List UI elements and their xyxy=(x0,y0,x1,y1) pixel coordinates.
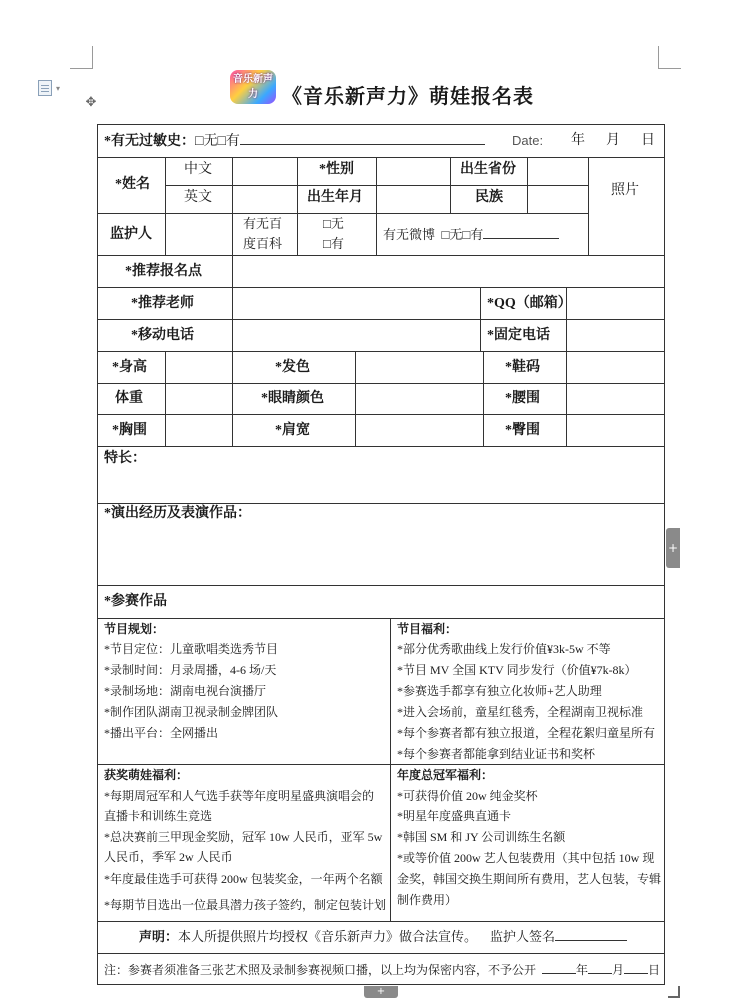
table-resize-handle[interactable] xyxy=(668,986,680,998)
annual-champion-line: *或等价值 200w 艺人包装费用（其中包括 10w 现 xyxy=(397,851,655,865)
works-label: *参赛作品 xyxy=(104,594,167,609)
table-rule xyxy=(165,157,166,255)
table-rule xyxy=(297,157,298,255)
program-plan-item: *录制时间：月录周播，4-6 场/天 xyxy=(104,663,277,677)
form-title: 《音乐新声力》萌娃报名表 xyxy=(282,86,534,108)
table-rule xyxy=(165,351,166,446)
table-rule xyxy=(232,213,233,255)
footer-month-field[interactable] xyxy=(588,962,612,974)
photo-placeholder[interactable]: 照片 xyxy=(611,183,639,198)
guardian-signature-label: 监护人签名 xyxy=(490,929,556,944)
program-plan-item: *播出平台：全网播出 xyxy=(104,726,219,740)
table-rule xyxy=(376,157,377,255)
table-rule xyxy=(97,953,665,954)
table-rule xyxy=(97,446,665,447)
allergy-detail-field[interactable] xyxy=(240,132,485,145)
weibo-question xyxy=(383,226,559,244)
table-rule xyxy=(232,255,233,351)
table-rule xyxy=(97,287,665,288)
annual-champion-line: *明星年度盛典直通卡 xyxy=(397,809,512,823)
annual-champion-line: 制作费用） xyxy=(397,893,458,907)
baike-no-checkbox[interactable]: □无 xyxy=(323,216,344,231)
table-rule xyxy=(390,618,391,921)
table-rule xyxy=(97,351,665,352)
program-benefit-item: *节目 MV 全国 KTV 同步发行（价值¥7k-8k） xyxy=(397,663,637,677)
table-rule xyxy=(97,383,665,384)
weibo-detail-field[interactable] xyxy=(483,226,559,239)
table-rule xyxy=(527,157,528,213)
footer-day-field[interactable] xyxy=(624,962,648,974)
experience-label: *演出经历及表演作品： xyxy=(104,506,251,521)
table-rule xyxy=(97,921,665,922)
mobile-label: *移动电话 xyxy=(131,328,194,343)
eye-color-label: *眼睛颜色 xyxy=(261,391,324,406)
winner-benefit-line: *每期周冠军和人气选手获等年度明星盛典演唱会的 xyxy=(104,789,375,803)
annual-champion-line: 金奖，韩国交换生期间所有费用，艺人包装，专辑 xyxy=(397,872,662,886)
annual-champion-line: *可获得价值 20w 纯金奖杯 xyxy=(397,789,538,803)
weibo-options[interactable]: □无□有 xyxy=(441,227,484,242)
winner-benefit-line: 直播卡和训练生竞选 xyxy=(104,809,213,823)
table-rule xyxy=(480,287,481,351)
shoulder-label: *肩宽 xyxy=(275,423,310,438)
program-plan-title: 节目规划： xyxy=(104,622,165,636)
baike-yes-checkbox[interactable]: □有 xyxy=(323,236,344,251)
document-icon[interactable] xyxy=(38,80,52,96)
table-rule xyxy=(483,351,484,446)
add-row-button[interactable]: + xyxy=(364,986,398,998)
weibo-label: 有无微博 xyxy=(383,227,436,242)
table-rule xyxy=(355,351,356,446)
birth-province-label: 出生省份 xyxy=(460,162,516,177)
footer-year-field[interactable] xyxy=(542,962,576,974)
table-rule xyxy=(566,351,567,446)
signup-point-label: *推荐报名点 xyxy=(125,264,202,279)
baike-question-line2: 度百科 xyxy=(243,236,283,251)
footer-note: 注：参赛者须准备三张艺术照及录制参赛视频口播，以上均为保密内容，不予公开 xyxy=(104,963,537,977)
date-day-label: 日 xyxy=(641,133,655,148)
winner-benefit-line: *总决赛前三甲现金奖励，冠军 10w 人民币，亚军 5w xyxy=(104,830,383,844)
program-plan-item: *录制场地：湖南电视台演播厅 xyxy=(104,684,267,698)
landline-label: *固定电话 xyxy=(487,328,550,343)
waist-label: *腰围 xyxy=(505,391,540,406)
winner-benefit-line: 人民币，季军 2w 人民币 xyxy=(104,850,233,864)
annual-champion-line: *韩国 SM 和 JY 公司训练生名额 xyxy=(397,830,566,844)
allergy-label-text: *有无过敏史： xyxy=(104,134,195,149)
guardian-signature-field[interactable] xyxy=(555,928,627,941)
table-rule xyxy=(97,319,665,320)
program-benefit-item: *每个参赛者都有独立报道，全程花絮归童星所有 xyxy=(397,726,656,740)
table-rule xyxy=(97,414,665,415)
table-move-handle-icon[interactable]: ✥ xyxy=(85,95,97,110)
table-rule xyxy=(97,213,588,214)
table-rule xyxy=(232,157,233,213)
table-rule xyxy=(97,255,665,256)
chest-label: *胸围 xyxy=(112,423,147,438)
english-name-label: 英文 xyxy=(184,190,212,205)
table-rule xyxy=(232,351,233,446)
program-benefits-title: 节目福利： xyxy=(397,622,458,636)
winner-benefit-line: *年度最佳选手可获得 200w 包装奖金，一年两个名额 xyxy=(104,872,383,886)
show-logo: 音乐新声力 xyxy=(230,70,276,104)
table-rule xyxy=(588,157,589,255)
winner-benefit-line: *每期节目选出一位最具潜力孩子签约，制定包装计划 xyxy=(104,898,387,912)
footer-year-label: 年 xyxy=(576,963,589,977)
annual-champion-title: 年度总冠军福利： xyxy=(397,768,494,782)
table-rule xyxy=(450,157,451,213)
program-plan-item: *制作团队湖南卫视录制金牌团队 xyxy=(104,705,279,719)
hair-color-label: *发色 xyxy=(275,360,310,375)
footer-day-label: 日 xyxy=(648,963,661,977)
declaration-text: 本人所提供照片均授权《音乐新声力》做合法宣传。 xyxy=(178,929,478,944)
gender-label: *性别 xyxy=(319,162,354,177)
winner-benefits-title: 获奖萌娃福利： xyxy=(104,768,189,782)
qq-label: *QQ（邮箱） xyxy=(487,296,572,311)
hip-label: *臀围 xyxy=(505,423,540,438)
ethnicity-label: 民族 xyxy=(475,190,503,205)
name-label: *姓名 xyxy=(115,177,150,192)
shoe-size-label: *鞋码 xyxy=(505,360,540,375)
chevron-down-icon[interactable]: ▾ xyxy=(56,84,61,93)
table-rule xyxy=(97,157,665,158)
date-label: Date: xyxy=(512,133,544,148)
program-benefit-item: *进入会场前，童星红毯秀，全程湖南卫视标准 xyxy=(397,705,644,719)
program-benefit-item: *每个参赛者都能拿到结业证书和奖杯 xyxy=(397,747,596,761)
allergy-options[interactable]: □无□有 xyxy=(195,134,240,149)
program-plan-item: *节目定位：儿童歌唱类选秀节目 xyxy=(104,642,279,656)
height-label: *身高 xyxy=(112,360,147,375)
declaration-label: 声明： xyxy=(139,929,179,944)
teacher-label: *推荐老师 xyxy=(131,296,194,311)
program-benefit-item: *部分优秀歌曲线上发行价值¥3k-5w 不等 xyxy=(397,642,611,656)
date-year-label: 年 xyxy=(571,133,585,148)
table-rule xyxy=(97,618,665,619)
date-month-label: 月 xyxy=(606,133,620,148)
page-corner-mark xyxy=(658,46,681,69)
footer-note-row xyxy=(104,961,660,979)
table-rule xyxy=(97,503,665,504)
program-benefit-item: *参赛选手都享有独立化妆师+艺人助理 xyxy=(397,684,602,698)
table-rule xyxy=(97,585,665,586)
baike-question-line1: 有无百 xyxy=(243,216,283,231)
chinese-name-label: 中文 xyxy=(184,162,212,177)
allergy-label xyxy=(104,132,485,151)
footer-month-label: 月 xyxy=(612,963,625,977)
page-corner-mark xyxy=(70,46,93,69)
weight-label: 体重 xyxy=(115,391,143,406)
declaration-row xyxy=(139,928,627,946)
guardian-label: 监护人 xyxy=(110,227,152,242)
add-column-button[interactable]: + xyxy=(666,528,680,568)
talent-label: 特长： xyxy=(104,451,146,466)
birth-date-label: 出生年月 xyxy=(307,190,363,205)
